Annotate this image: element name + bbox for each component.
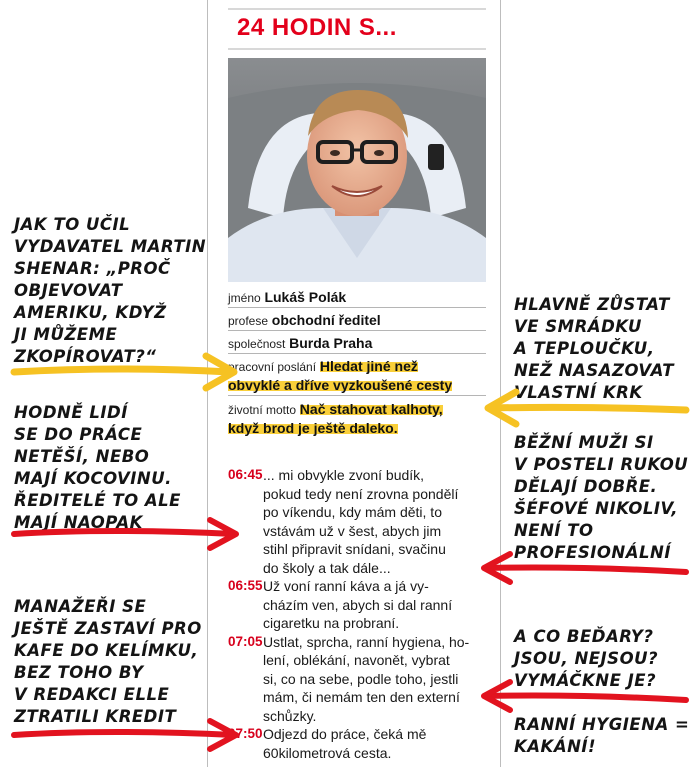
- schedule-text-line: Ustlat, sprcha, ranní hygiena, ho-: [263, 633, 470, 650]
- annotation-line: NEŽ NASAZOVAT: [514, 361, 675, 380]
- schedule-text-line: 60kilometrová cesta.: [263, 744, 392, 761]
- arrow-red-right-1: [486, 568, 686, 573]
- annotation-line: VYMÁČKNE JE?: [514, 671, 657, 690]
- mission-value-line1: Hledat jiné než: [319, 358, 418, 374]
- annotation-line: VLASTNÍ KRK: [514, 383, 643, 402]
- schedule-text-line: Už voní ranní káva a já vy-: [263, 578, 429, 594]
- arrow-yellow-left: [14, 369, 230, 372]
- name-value: Lukáš Polák: [264, 289, 347, 305]
- annotation-line: ZTRATILI KREDIT: [14, 707, 177, 726]
- annotation-line: A TEPLOUČKU,: [514, 339, 655, 358]
- annotation-line: BEZ TOHO BY: [14, 663, 144, 682]
- schedule-text-line: lení, oblékání, navonět, vybrat: [263, 652, 450, 668]
- annotation-line: JAK TO UČIL: [14, 215, 131, 234]
- schedule-time: 06:55: [228, 578, 263, 593]
- schedule-text-line: ... mi obvykle zvoní budík,: [263, 467, 425, 483]
- annotation-line: V REDAKCI ELLE: [14, 685, 170, 704]
- schedule-text-line: schůzky.: [263, 707, 317, 724]
- schedule-time: 06:45: [228, 467, 263, 482]
- motto-value-line1: Nač stahovat kalhoty,: [299, 401, 443, 417]
- arrow-red-left-1: [14, 531, 234, 534]
- header-title: 24 HODIN S...: [237, 14, 397, 41]
- annotation-line: VYDAVATEL MARTIN: [14, 237, 207, 256]
- annotation-line: DĚLAJÍ DOBŘE.: [514, 477, 658, 496]
- company-label: společnost: [228, 337, 286, 351]
- annotation-line: ZKOPÍROVAT?“: [14, 347, 157, 366]
- name-label: jméno: [228, 291, 261, 305]
- schedule-text-line: vstávám už v šest, abych jim: [263, 522, 442, 539]
- schedule-text-line: mám, či nemám ten den externí: [263, 689, 460, 705]
- schedule-time: 07:05: [228, 633, 263, 649]
- annotation-line: NENÍ TO: [514, 521, 594, 540]
- annotation-line: AMERIKU, KDYŽ: [14, 303, 167, 322]
- mission-label: pracovní poslání: [228, 360, 317, 374]
- annotation-line: PROFESIONÁLNÍ: [514, 543, 671, 562]
- schedule-text-line: Odjezd do práce, čeká mě: [263, 726, 427, 742]
- annotation-line: OBJEVOVAT: [14, 281, 123, 300]
- annotation-line: JI MŮŽEME: [14, 325, 118, 344]
- arrow-red-left-2: [14, 732, 234, 735]
- schedule-text-line: po víkendu, kdy mám děti, to: [263, 504, 442, 520]
- motto-value-line2: když brod je ještě daleko.: [228, 420, 398, 436]
- schedule-text-line: stihl připravit snídani, svačinu: [263, 541, 446, 557]
- annotation-line: A CO BEĎARY?: [514, 627, 654, 646]
- schedule-text-line: cházím ven, abych si dal ranní: [263, 596, 453, 613]
- annotation-line: MAJÍ NAOPAK: [14, 513, 143, 532]
- company-value: Burda Praha: [289, 335, 373, 351]
- annotation-line: HODNĚ LIDÍ: [14, 403, 128, 422]
- motto-label: životní motto: [228, 403, 297, 417]
- schedule-text-line: si, co na sebe, podle toho, jestli: [263, 670, 459, 687]
- annotation-line: HLAVNĚ ZŮSTAT: [514, 295, 670, 314]
- schedule-text-line: pokud tedy není zrovna pondělí: [263, 485, 459, 502]
- annotation-line: ŠÉFOVÉ NIKOLIV,: [514, 499, 678, 518]
- annotation-line: SE DO PRÁCE: [14, 425, 143, 444]
- annotation-line: JEŠTĚ ZASTAVÍ PRO: [14, 619, 202, 638]
- schedule-text-line: do školy a tak dále...: [263, 559, 391, 576]
- arrow-red-right-2: [486, 696, 686, 701]
- annotation-line: VE SMRÁDKU: [514, 317, 642, 336]
- mission-value-line2: obvyklé a dříve vyzkoušené cesty: [228, 377, 453, 393]
- arrow-yellow-right: [492, 407, 686, 410]
- annotation-line: KAFE DO KELÍMKU,: [14, 641, 199, 660]
- schedule-time: 07:50: [228, 726, 263, 741]
- annotation-line: RANNÍ HYGIENA =: [514, 715, 690, 734]
- annotation-line: BĚŽNÍ MUŽI SI: [514, 433, 654, 452]
- profession-label: profese: [228, 314, 269, 328]
- annotation-line: NETĚŠÍ, NEBO: [14, 447, 150, 466]
- annotation-line: V POSTELI RUKOU: [514, 455, 689, 474]
- annotation-line: KAKÁNÍ!: [514, 737, 597, 756]
- profession-value: obchodní ředitel: [271, 312, 381, 328]
- annotation-line: MANAŽEŘI SE: [14, 597, 147, 616]
- annotation-line: ŘEDITELÉ TO ALE: [14, 491, 181, 510]
- annotation-line: MAJÍ KOCOVINU.: [14, 469, 172, 488]
- annotation-line: SHENAR: „PROČ: [14, 259, 171, 278]
- schedule-text-line: cigaretku na probraní.: [263, 615, 400, 631]
- annotation-line: JSOU, NEJSOU?: [514, 649, 659, 668]
